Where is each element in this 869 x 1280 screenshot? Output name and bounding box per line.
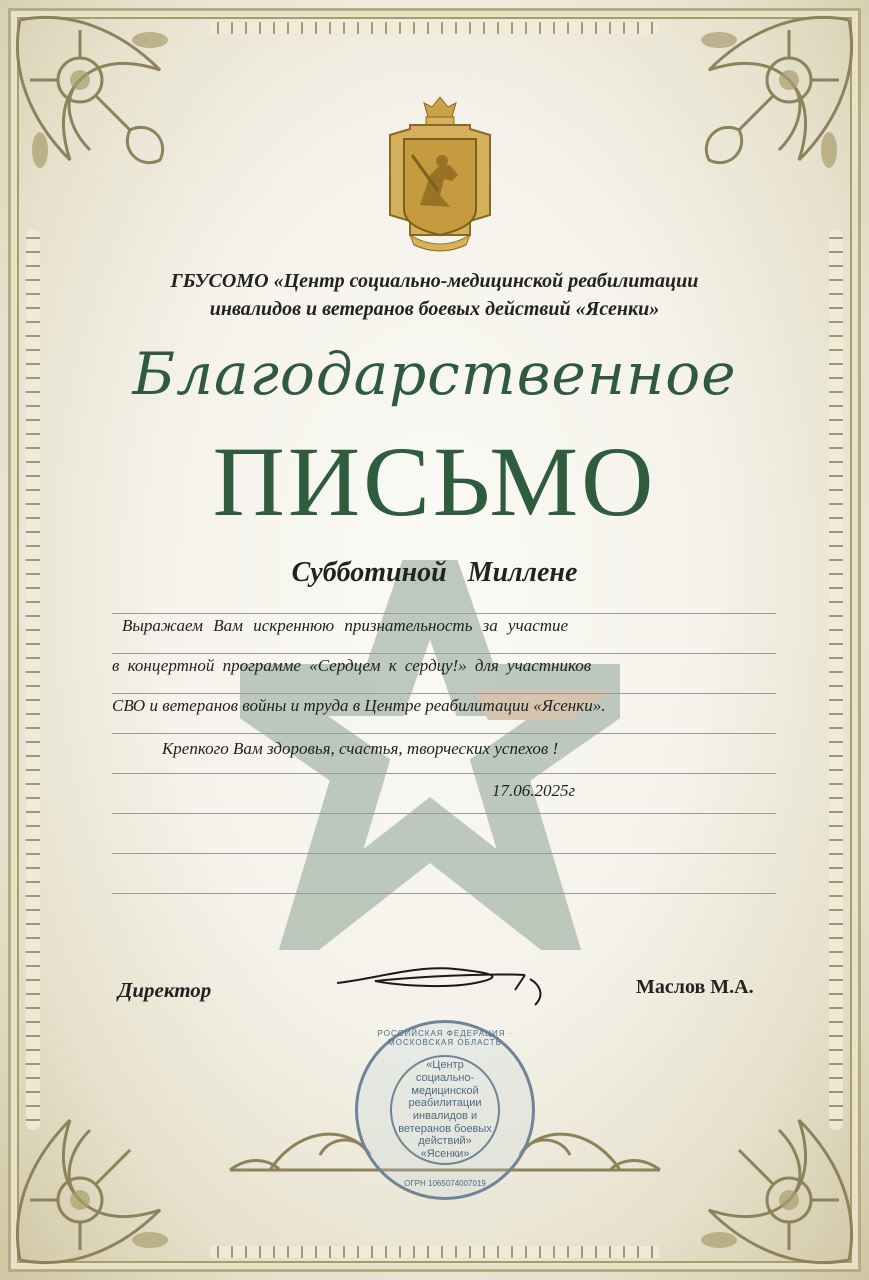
ruled-line	[112, 853, 776, 854]
body-line-2: в концертной программе «Сердцем к сердцу!» для участников	[112, 656, 592, 675]
body-line-4: Крепкого Вам здоровья, счастья, творческих успехов !	[162, 739, 559, 758]
seal-center-text: «Центр социально-медицинской реабилитации инвалидов и ветеранов боевых действий» «Ясенки»	[390, 1055, 500, 1165]
official-seal	[355, 1020, 535, 1200]
ruled-line	[112, 733, 776, 734]
beaded-border-top	[210, 22, 659, 34]
date: 17.06.2025г	[492, 781, 576, 800]
ruled-line	[112, 813, 776, 814]
title-letter: ПИСЬМО	[212, 426, 657, 537]
corner-ornament-icon	[659, 1050, 869, 1280]
body-line-1: Выражаем Вам искреннюю признательность за участие	[122, 616, 569, 635]
signatory-name: Маслов М.А.	[636, 976, 754, 998]
corner-ornament-icon	[659, 0, 869, 230]
signatory-position: Директор	[118, 978, 212, 1002]
handwritten-signature-icon	[335, 955, 565, 1010]
ruled-line	[112, 653, 776, 654]
corner-ornament-icon	[0, 1050, 210, 1280]
organization-line-1: ГБУСОМО «Центр социально-медицинской реабилитации	[170, 270, 699, 292]
ruled-line	[112, 893, 776, 894]
ruled-line	[112, 773, 776, 774]
organization-line-2: инвалидов и ветеранов боевых действий «Ясенки»	[209, 298, 660, 320]
body-line-3: СВО и ветеранов войны и труда в Центре реабилитации «Ясенки».	[112, 696, 606, 715]
beaded-border-left	[26, 230, 40, 1130]
ruled-line	[112, 613, 776, 614]
corner-ornament-icon	[0, 0, 210, 230]
beaded-border-right	[829, 230, 843, 1130]
beaded-border-bottom	[210, 1246, 659, 1258]
coat-of-arms-icon	[380, 95, 500, 255]
seal-ogrn: ОГРН 1065074007019	[404, 1179, 486, 1188]
ruled-line	[112, 693, 776, 694]
seal-ring-text: РОССИЙСКАЯ ФЕДЕРАЦИЯ · МОСКОВСКАЯ ОБЛАСТЬ	[377, 1029, 513, 1047]
title-thank-you: Благодарственное	[132, 340, 737, 408]
recipient-name: Субботиной Миллене	[291, 557, 578, 588]
